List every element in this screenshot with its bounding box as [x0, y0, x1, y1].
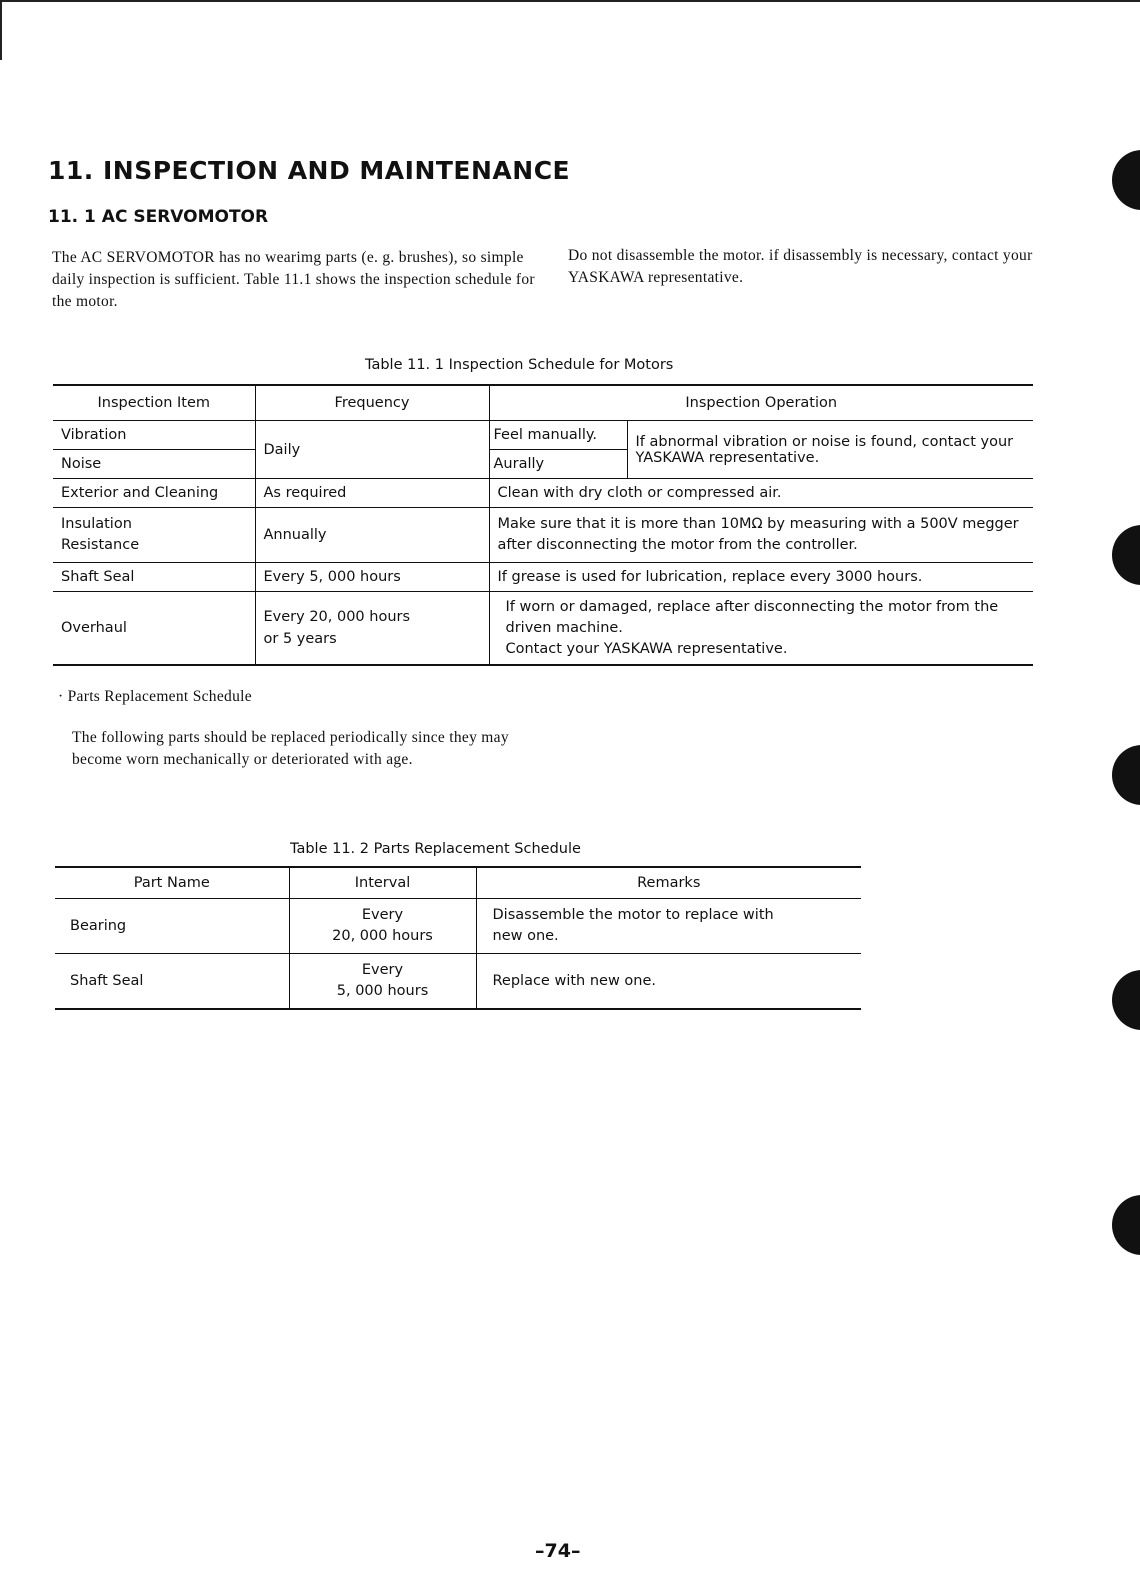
cell-interval: [289, 954, 476, 1010]
cell-part: Bearing: [55, 899, 289, 954]
cell-remarks: Replace with new one.: [476, 954, 861, 1010]
page-edge-top: [0, 0, 1140, 2]
cell-item: Noise: [53, 450, 255, 479]
operation-line: Contact your YASKAWA representative.: [505, 640, 788, 657]
table-row: [53, 479, 1033, 508]
interval-line: 5, 000 hours: [336, 983, 429, 999]
interval-line: Every: [361, 907, 404, 923]
disassembly-note: Do not disassemble the motor. if disassembly is necessary, contact your YASKAWA representative.: [568, 247, 1033, 286]
operation-line: If worn or damaged, replace after disconnecting the motor from the driven machine.: [505, 598, 999, 636]
cell-item: Insulation Resistance: [53, 508, 255, 563]
cell-operation: Make sure that it is more than 10MΩ by measuring with a 500V megger after disconnecting the motor from the controller.: [489, 508, 1033, 563]
table1-caption: Table 11. 1 Inspection Schedule for Motors: [365, 357, 674, 373]
table-row: [53, 508, 1033, 563]
interval-line: Every: [361, 962, 404, 978]
cell-item: Vibration: [53, 421, 255, 450]
cell-frequency: Every 20, 000 hours or 5 years: [255, 592, 489, 666]
cell-operation: Clean with dry cloth or compressed air.: [489, 479, 1033, 508]
header-interval: Interval: [289, 867, 476, 899]
section-heading: 11. 1 AC SERVOMOTOR: [48, 207, 269, 227]
binder-hole: [1112, 525, 1140, 585]
parts-replacement-table: [55, 866, 861, 1010]
header-part-name: Part Name: [55, 867, 289, 899]
table2-caption: Table 11. 2 Parts Replacement Schedule: [290, 841, 581, 857]
cell-item: Shaft Seal: [53, 563, 255, 592]
cell-remarks: Disassemble the motor to replace with new one.: [476, 899, 861, 954]
table-header-row: [55, 867, 861, 899]
page-number: –74–: [535, 1540, 581, 1562]
page-edge-left: [0, 0, 2, 60]
cell-method: Feel manually.: [489, 421, 627, 450]
header-remarks: Remarks: [476, 867, 861, 899]
cell-method: Aurally: [489, 450, 627, 479]
parts-paragraph: The following parts should be replaced periodically since they may become worn mechanically or deteriorated with age.: [72, 729, 509, 768]
cell-frequency: As required: [255, 479, 489, 508]
cell-frequency: Annually: [255, 508, 489, 563]
table-row: [55, 899, 861, 954]
cell-frequency: Daily: [255, 421, 489, 479]
cell-interval: [289, 899, 476, 954]
binder-hole: [1112, 745, 1140, 805]
inspection-schedule-table: [53, 384, 1033, 666]
header-frequency: Frequency: [255, 385, 489, 421]
chapter-heading: 11. INSPECTION AND MAINTENANCE: [48, 156, 571, 185]
header-inspection-item: Inspection Item: [53, 385, 255, 421]
parts-schedule-bullet: · Parts Replacement Schedule: [58, 688, 252, 705]
cell-operation: If grease is used for lubrication, replace every 3000 hours.: [489, 563, 1033, 592]
cell-part: Shaft Seal: [55, 954, 289, 1010]
cell-item: Overhaul: [53, 592, 255, 666]
table-row: [53, 421, 1033, 450]
binder-hole: [1112, 150, 1140, 210]
table-row: [55, 954, 861, 1010]
cell-item: Exterior and Cleaning: [53, 479, 255, 508]
table-header-row: [53, 385, 1033, 421]
header-inspection-operation: Inspection Operation: [489, 385, 1033, 421]
cell-operation: If abnormal vibration or noise is found, contact your YASKAWA representative.: [627, 421, 1033, 479]
binder-hole: [1112, 970, 1140, 1030]
table-row: [53, 563, 1033, 592]
interval-line: 20, 000 hours: [332, 928, 433, 944]
cell-operation: [489, 592, 1033, 666]
intro-paragraph: The AC SERVOMOTOR has no wearimg parts (e. g. brushes), so simple daily inspection is sufficient. Table 11.1 shows the inspection schedule for the motor.: [52, 249, 535, 310]
binder-hole: [1112, 1195, 1140, 1255]
table-row: [53, 592, 1033, 666]
cell-frequency: Every 5, 000 hours: [255, 563, 489, 592]
